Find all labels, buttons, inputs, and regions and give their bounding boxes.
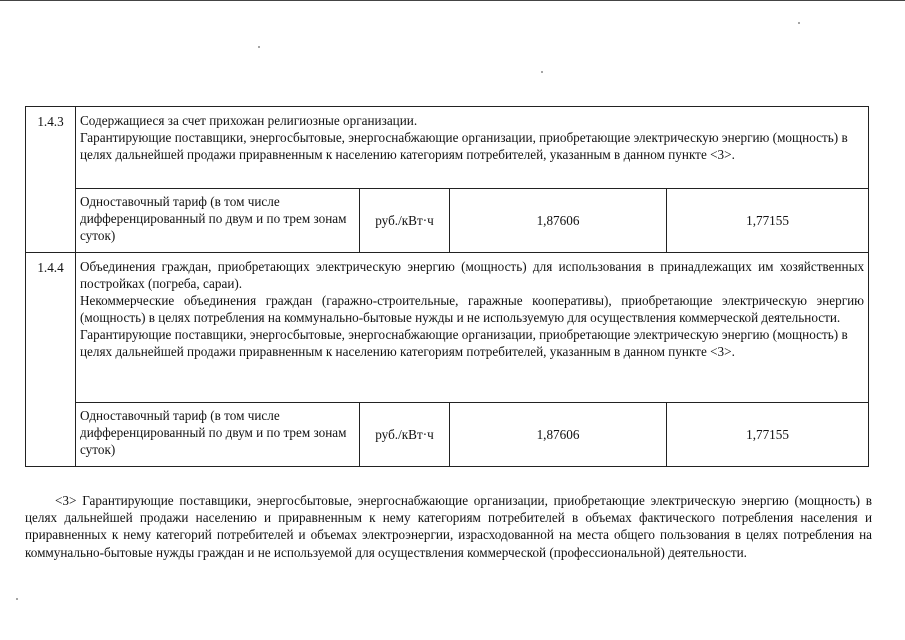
scan-speck [541,71,543,73]
tariff-value-1: 1,87606 [450,189,667,253]
description-paragraph: Некоммерческие объединения граждан (гаражно-строительные, гаражные кооперативы), приобретающие электрическую энергию (мощность) в целях потребления на коммунально-бытовые нужды и не используемую для осуществления коммерческой деятельности. [80,293,865,325]
tariff-value-1: 1,87606 [450,403,667,467]
row-number: 1.4.3 [26,107,76,253]
tariff-name: Одноставочный тариф (в том числе дифференцированный по двум и по трем зонам суток) [76,189,360,253]
table-row [26,107,869,189]
description-paragraph: Содержащиеся за счет прихожан религиозные организации. [80,113,418,128]
description-paragraph: Гарантирующие поставщики, энергосбытовые, энергоснабжающие организации, приобретающие электрическую энергию (мощность) в целях дальнейшей продажи приравненным к населению категориям потребителей, указанным в данном пункте <3>. [80,327,848,359]
footnote-3: <3> Гарантирующие поставщики, энергосбытовые, энергоснабжающие организации, приобретающие электрическую энергию (мощность) в целях дальнейшей продажи населению и приравненным к нему категориям потребителей в объемах фактического потребления населения и приравненных к нему категорий потребителей и объемах электроэнергии, израсходованной на места общего пользования в целях потребления на коммунально-бытовые нужды граждан и не используемой для осуществления коммерческой (профессиональной) деятельности. [25,493,872,560]
tariff-name: Одноставочный тариф (в том числе дифференцированный по двум и по трем зонам суток) [76,403,360,467]
scan-speck [798,22,800,24]
tariff-table [25,106,869,467]
table-row [26,403,869,467]
scan-speck [258,46,260,48]
top-edge-rule [0,0,905,1]
scan-speck [16,598,18,600]
table-row [26,189,869,253]
row-number: 1.4.4 [26,253,76,467]
description-paragraph: Объединения граждан, приобретающих электрическую энергию (мощность) для использования в принадлежащих им хозяйственных постройках (погреба, сараи). [80,259,865,291]
row-description [76,253,869,403]
tariff-unit: руб./кВт·ч [360,403,450,467]
row-description [76,107,869,189]
description-paragraph: Гарантирующие поставщики, энергосбытовые, энергоснабжающие организации, приобретающие электрическую энергию (мощность) в целях дальнейшей продажи приравненным к населению категориям потребителей, указанным в данном пункте <3>. [80,130,848,162]
tariff-unit: руб./кВт·ч [360,189,450,253]
tariff-value-2: 1,77155 [667,189,869,253]
table-row [26,253,869,403]
tariff-value-2: 1,77155 [667,403,869,467]
